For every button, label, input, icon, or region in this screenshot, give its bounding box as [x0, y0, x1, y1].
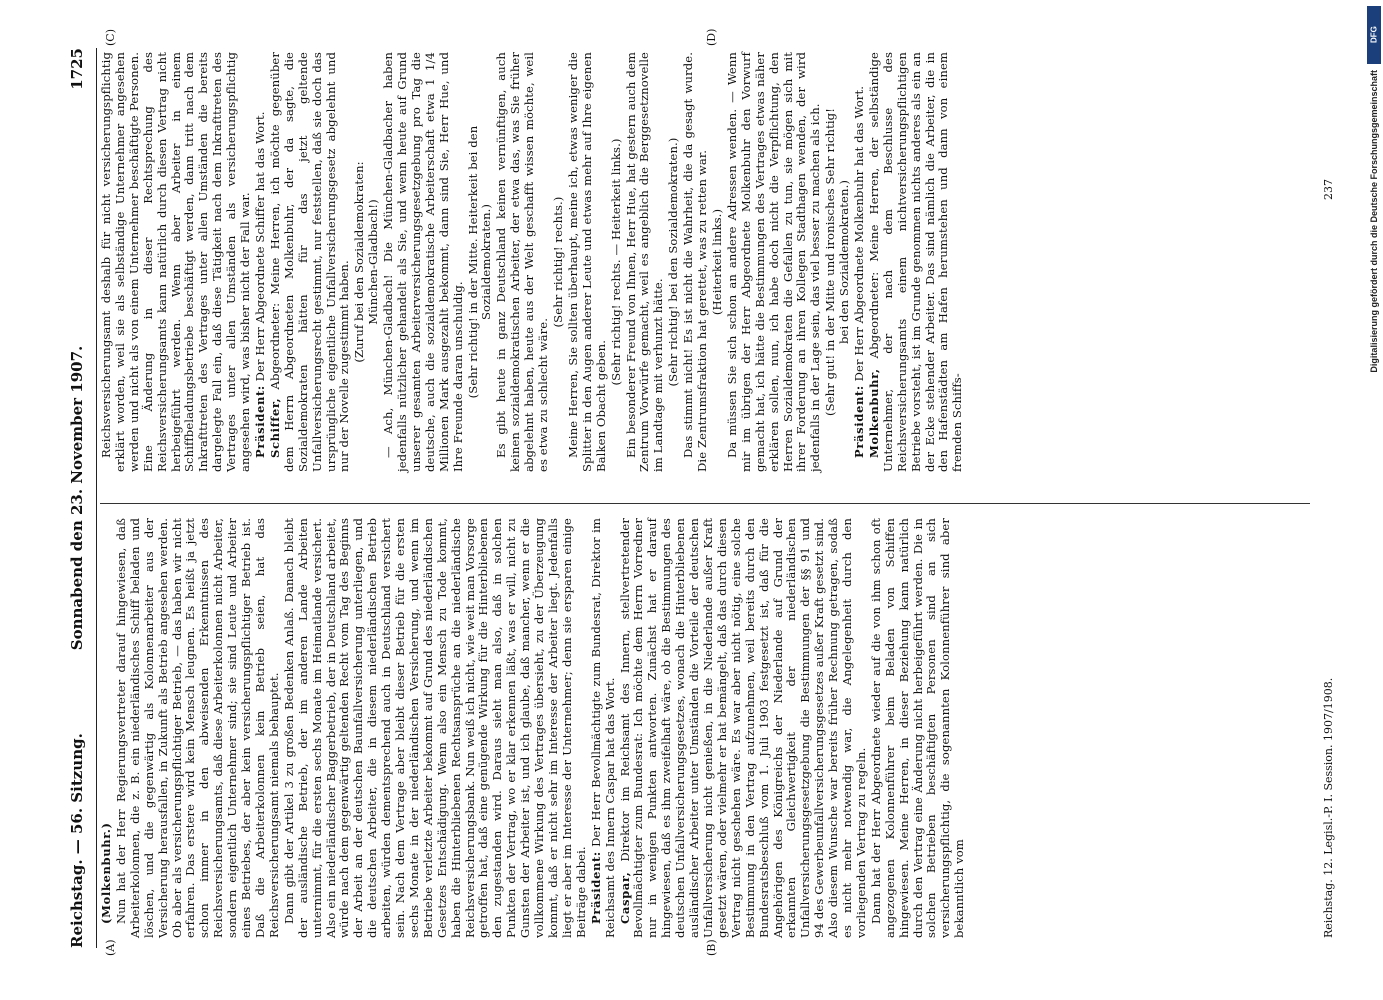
dfg-funding-note: Digitalisierung gefördert durch die Deutsche Forschungsgemeinschaft [1369, 70, 1379, 373]
speaker-name: (Molkenbuhr.) [99, 822, 113, 924]
footer-session: Reichstag. 12. Legisl.-P. I. Session. 1907/1908. [1322, 677, 1335, 938]
footer-signature: 237 [1322, 179, 1335, 200]
interjection-line: (Sehr richtig! rechts.) [551, 196, 565, 328]
interjection-line: (Sehr richtig! in der Mitte. Heiterkeit bei den [465, 125, 480, 399]
interjection-line: München-Gladbach!) [366, 199, 381, 325]
paragraph-text: Direktor im Reichsamt des Innern, stellvertretender Bevollmächtigter zum Bundesrat: Ich möchte dem Herrn Vorredner nur in wenigen Punkten antworten. Zunächst hat er darauf hingewiesen, daß es ihm zweifelhaft wäre, ob die Bestimmungen des deutschen Unfallversicherungsgesetzes, wonach die Hinterbliebenen ausländischer Arbeiter unter Umständen die Vorteile der deutschen Unfallversicherung nicht genießen, in die Niederlande außer Kraft gesetzt wären, oder vielmehr er hat bemängelt, daß das durch diesen Vertrag nicht geschehen wäre. Es war aber nicht nötig, eine solche Bestimmung in den Vertrag aufzunehmen, weil bereits durch den Bundesratsbeschluß vom 1. Juli 1903 festgesetzt ist, daß für die Angehörigen des Königreichs der Niederlande auf Grund der erkannten Gleichwertigkeit der niederländischen Unfallversicherungsgesetzgebung die Bestimmungen der §§ 91 und 94 des Gewerbeunfallversicherungsgesetzes außer Kraft gesetzt sind. Also diesem Wunsche war bereits früher Rechnung getragen, sodaß es nicht mehr notwendig war, die Angelegenheit durch den vorliegenden Vertrag zu regeln. [617, 518, 868, 938]
interjection-line: bei den Sozialdemokraten.) [837, 180, 852, 345]
column-divider [100, 503, 1310, 504]
speaker-name: Molkenbuhr, [866, 368, 881, 458]
paragraph [495, 52, 551, 472]
paragraph [382, 52, 465, 472]
paragraph-text: Das stimmt nicht! Es ist nicht die Wahrheit, die da gesagt wurde. Die Zentrumsfraktion hat gerettet, was zu retten war. [681, 52, 710, 472]
interjection-line: (Zuruf bei den Sozialdemokraten: [352, 161, 367, 363]
speaker-name: Caspar, [617, 871, 632, 924]
header-left: Reichstag. — 56. Sitzung. [68, 733, 86, 948]
paragraph [269, 52, 352, 472]
interjection [467, 52, 495, 472]
interjection-line: (Sehr richtig! rechts. — Heiterkeit links.) [608, 138, 623, 386]
speaker-name: Präsident: [852, 385, 867, 458]
paragraph [682, 52, 710, 472]
paragraph [625, 52, 667, 472]
speaker-name: Schiffer, [267, 397, 282, 458]
paragraph-text: Der Herr Abgeordnete Molkenbuhr hat das Wort. [852, 86, 867, 382]
paragraph [283, 518, 589, 938]
paragraph-text: Nun hat der Herr Regierungsvertreter darauf hingewiesen, daß Arbeiterkolonnen, die z. B. ein niederländisches Schiff beladen und löschen, und die gegenwärtig als Kolonnenarbeiter aus der Versicherung herausfallen, in Zukunft als Betrieb angesehen werden. Ob aber als versicherungspflichtiger Betrieb, — das haben wir nicht erfahren. Das erstere wird kein Mensch leugnen. Es heißt ja jetzt schon immer in den abweisenden Erkenntnissen des Reichsversicherungsamts, daß diese Arbeiterkolonnen nicht Arbeiter, sondern eigentlich Unternehmer sind; sie sind Leute und Arbeiter eines Betriebes, der aber kein versicherungspflichtiger Betrieb ist. Daß die Arbeiterkolonnen kein Betrieb seien, hat das Reichsversicherungsamt niemals behauptet. [113, 518, 281, 938]
paragraph-text: Da müssen Sie sich schon an andere Adressen wenden. — Wenn mir im übrigen der Herr Abgeordnete Molkenbuhr den Vorwurf gemacht hat, ich hätte die Bestimmungen des Vertrages etwas näher erklären sollen, nun, ich habe doch nicht die Verpflichtung, den Herren Sozialdemokraten die Gefallen zu tun, sie mögen sich mit ihrer Forderung an ihren Kollegen Stadthagen wenden, der wird jedenfalls in der Lage sein, das viel besser zu machen als ich. [724, 52, 823, 472]
header-rule [96, 48, 97, 948]
paragraph [567, 52, 609, 472]
paragraph-text: Der Herr Bevollmächtigte zum Bundesrat, Direktor im Reichsamt des Innern Caspar hat das Wort. [588, 518, 617, 938]
margin-mark-c: (C) [104, 29, 117, 46]
margin-mark-b: (B) [705, 939, 718, 956]
speaker-name: Präsident: [588, 851, 603, 924]
page-number: 1725 [68, 48, 86, 90]
paragraph [726, 52, 823, 472]
paragraph-text: Meine Herren, Sie sollten überhaupt, meine ich, etwas weniger die Splitter in den Augen anderer Leute und etwas mehr auf Ihre eigenen Balken Obacht geben. [565, 52, 608, 472]
paragraph [590, 518, 618, 938]
paragraph-text: Abgeordneter: Meine Herren, der selbständige Unternehmer, der nach dem Beschlusse des Reichsversicherungsamts einem nichtversicherungspflichtigen Betriebe vorsteht, ist im Grunde genommen nichts anderes als ein an der Ecke stehender Arbeiter. Das sind nämlich die Arbeiter, die in den Hafenstädten am Hafen herumstehen und dann von einem fremden Schiffs- [866, 52, 965, 472]
paragraph-text: Abgeordneter: Meine Herren, ich möchte gegenüber dem Herrn Abgeordneten Molkenbuhr, der da sagte, die Sozialdemokraten hätten für das jetzt geltende Unfallversicherungsrecht gestimmt, nur feststellen, daß sie doch das ursprüngliche eigentliche Unfallversicherungsgesetz abgelehnt und nur der Novelle zugestimmt haben. [267, 51, 352, 472]
paragraph [100, 52, 253, 472]
speaker-name: Präsident: [252, 385, 267, 458]
margin-mark-a: (A) [104, 939, 117, 956]
dfg-logo: DFG [1367, 6, 1381, 64]
interjection [667, 52, 681, 472]
left-column [100, 518, 968, 938]
paragraph-text: Der Herr Abgeordnete Schiffer hat das Wort. [252, 111, 267, 382]
interjection-line: (Sehr richtig! bei den Sozialdemokraten.) [666, 137, 681, 387]
margin-mark-d: (D) [705, 28, 718, 46]
page-header [62, 48, 92, 948]
paragraph-text: Reichsversicherungsamt deshalb für nicht versicherungspflichtig erklärt worden, weil sie als selbständige Unternehmer angesehen werden und nicht als von einem Unternehmer beschäftigte Personen. Eine Änderung in dieser Rechtsprechung des Reichsversicherungsamts kann natürlich durch diesen Vertrag nicht herbeigeführt werden. Wenn aber Arbeiter in einem Schiffbeladungsbetriebe beschäftigt werden, dann tritt nach dem Inkrafttreten des Vertrages unter allen Umständen die bereits dargelegte Fall ein, daß diese Tätigkeit nach dem Inkrafttreten des Vertrages unter allen Umständen als versicherungspflichtig angesehen wird, was bisher nicht der Fall war. [99, 52, 253, 472]
paragraph [868, 52, 965, 472]
paragraph [100, 518, 114, 938]
paragraph [619, 518, 869, 938]
header-date: Sonnabend den 23. November 1907. [68, 345, 86, 651]
paragraph-text: Es gibt heute in ganz Deutschland keinen vernünftigen, auch keinen sozialdemokratischen Arbeiter, der etwa das, was Sie früher abgelehnt haben, heute aus der Welt geschafft wissen möchte, weil es etwa zu schlecht wäre. [494, 52, 551, 472]
paragraph-text: Ein besonderer Freund von Ihnen, Herr Hue, hat gestern auch dem Zentrum Vorwürfe gemacht, weil es angeblich die Berggesetznovelle im Landtage mit verhunzt hätte. [623, 52, 666, 472]
interjection-line: (Heiterkeit links.) [709, 208, 724, 316]
paragraph-text: Dann hat der Herr Abgeordnete wieder auf die von ihm schon oft angezogenen Kolonnenführer beim Beladen von Schiffen hingewiesen. Meine Herren, in dieser Beziehung kann natürlich durch den Vertrag eine Änderung nicht herbeigeführt werden. Die in solchen Betrieben beschäftigten Personen sind an sich versicherungspflichtig, die sogenannten Kolonnenführer sind aber bekanntlich vom [868, 518, 967, 938]
paragraph [115, 518, 282, 938]
interjection-line: (Sehr gut! in der Mitte und ironisches Sehr richtig! [823, 108, 838, 416]
interjection [610, 52, 624, 472]
interjection [711, 52, 725, 472]
interjection [353, 52, 381, 472]
interjection [824, 52, 852, 472]
right-column [100, 52, 966, 472]
paragraph [853, 52, 867, 472]
paragraph [870, 518, 967, 938]
interjection-line: Sozialdemokraten.) [479, 203, 494, 321]
interjection [552, 52, 566, 472]
paragraph-text: — Ach, München-Gladbach! Die München-Gladbacher haben jedenfalls nützlicher gehandelt als Sie, und wenn heute auf Grund unserer gesamten Arbeiterversicherungsgesetzgebung pro Tag die deutsche, auch die sozialdemokratische Arbeiterschaft etwa 1 1/4 Millionen Mark ausgezahlt bekommt, dann sind Sie, Herr Hue, und Ihre Freunde daran unschuldig. [381, 52, 465, 472]
paragraph-text: Dann gibt der Artikel 3 zu großen Bedenken Anlaß. Danach bleibt der ausländische Betrieb, der im anderen Lande Arbeiten unternimmt, für die ersten sechs Monate im Heimatlande versichert. Also ein niederländischer Baggerbetrieb, der in Deutschland arbeitet, würde nach dem gegenwärtig geltenden Recht vom Tag des Beginns der Arbeit an der deutschen Baunfallversicherung unterliegen, und die deutschen Arbeiter, die in diesem niederländischen Betrieb arbeiten, würden dementsprechend auch in Deutschland versichert sein. Nach dem Vertrage aber bleibt dieser Betrieb für die ersten sechs Monate in der niederländischen Versicherung, und wenn im Betriebe verletzte Arbeiter bekommt auf Grund des niederländischen Gesetzes Entschädigung. Wenn also ein Mensch zu Tode kommt, haben die Hinterbliebenen Rechtsansprüche an die niederländische Reichsversicherungsbank. Nun weiß ich nicht, wie weit man Vorsorge getroffen hat, daß eine genügende Wirkung für die Hinterbliebenen den zugestanden wird. Daraus sieht man also, daß in solchen Punkten der Vertrag, wo er klar erkennen läßt, was er will, nicht zu Gunsten der Arbeiter ist, und ich glaube, daß mancher, wenn er die vollkommene Wirkung des Vertrages übersieht, zu der Überzeugung kommt, daß er nicht sehr im Interesse der Arbeiter liegt. Jedenfalls liegt er aber im Interesse der Unternehmer; denn sie ersparen einige Beiträge dabei. [281, 518, 588, 938]
paragraph [254, 52, 268, 472]
